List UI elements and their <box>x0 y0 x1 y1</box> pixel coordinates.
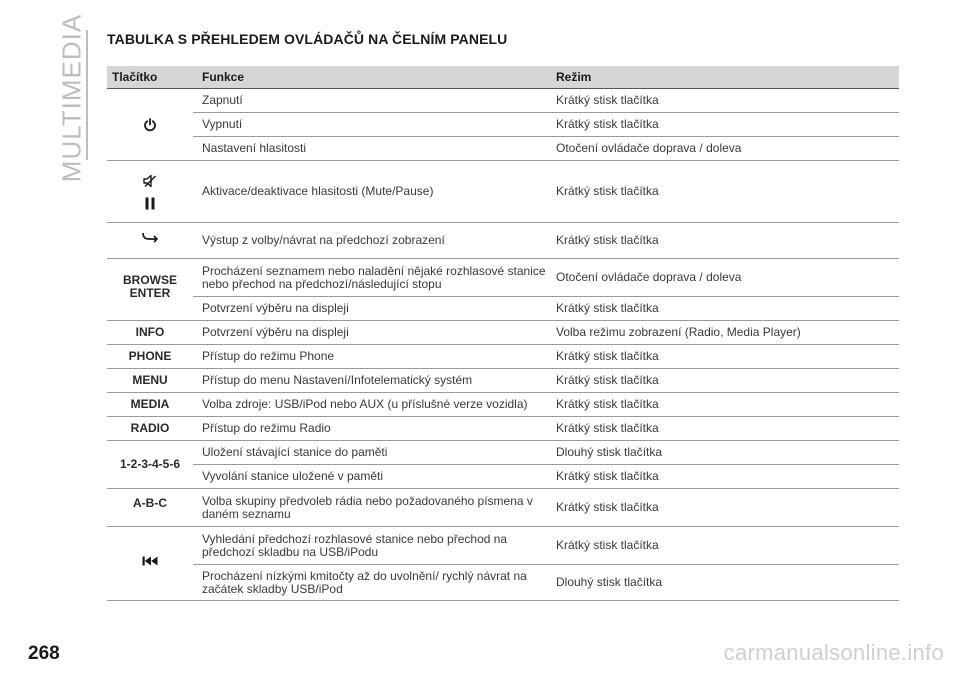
function-cell: Procházení nízkými kmitočty až do uvolnění/ rychlý návrat na začátek skladby USB/iPod <box>193 565 554 601</box>
function-cell: Přístup do režimu Radio <box>193 417 554 441</box>
preset-buttons-label: 1-2-3-4-5-6 <box>107 441 193 489</box>
function-cell: Uložení stávající stanice do paměti <box>193 441 554 465</box>
table-row <box>107 489 899 527</box>
info-button-label: INFO <box>107 321 193 345</box>
header-button: Tlačítko <box>107 66 193 89</box>
function-cell: Přístup do režimu Phone <box>193 345 554 369</box>
table-row <box>107 259 899 297</box>
function-cell: Aktivace/deaktivace hlasitosti (Mute/Pause) <box>193 161 554 223</box>
table-row <box>107 417 899 441</box>
table-row <box>107 393 899 417</box>
browse-enter-button-label: BROWSE ENTER <box>107 259 193 321</box>
table-row <box>107 369 899 393</box>
mode-cell: Volba režimu zobrazení (Radio, Media Player) <box>554 321 899 345</box>
function-cell: Vypnutí <box>193 113 554 137</box>
menu-button-label: MENU <box>107 369 193 393</box>
function-cell: Vyhledání předchozí rozhlasové stanice nebo přechod na předchozí skladbu na USB/iPodu <box>193 527 554 565</box>
pause-icon <box>144 197 156 210</box>
back-arrow-icon <box>140 231 160 243</box>
mode-cell: Otočení ovládače doprava / doleva <box>554 259 899 297</box>
table-row <box>107 297 899 321</box>
controls-table <box>107 66 899 601</box>
table-row <box>107 465 899 489</box>
mute-speaker-icon <box>143 174 157 188</box>
mode-cell: Krátký stisk tlačítka <box>554 417 899 441</box>
mode-cell: Dlouhý stisk tlačítka <box>554 565 899 601</box>
section-side-label: MULTIMEDIA <box>56 13 87 183</box>
media-button-label: MEDIA <box>107 393 193 417</box>
radio-button-label: RADIO <box>107 417 193 441</box>
prev-button-cell <box>107 527 193 601</box>
side-rule <box>86 30 88 160</box>
function-cell: Nastavení hlasitosti <box>193 137 554 161</box>
table-header-row <box>107 66 899 89</box>
function-cell: Přístup do menu Nastavení/Infotelematický systém <box>193 369 554 393</box>
mute-button-cell <box>107 161 193 223</box>
table-row <box>107 161 899 223</box>
mode-cell: Krátký stisk tlačítka <box>554 489 899 527</box>
function-cell: Potvrzení výběru na displeji <box>193 297 554 321</box>
function-cell: Procházení seznamem nebo naladění nějaké rozhlasové stanice nebo přechod na předchozí/následující stopu <box>193 259 554 297</box>
mode-cell: Krátký stisk tlačítka <box>554 393 899 417</box>
power-icon <box>143 118 157 132</box>
page-title: TABULKA S PŘEHLEDEM OVLÁDAČŮ NA ČELNÍM PANELU <box>107 31 508 47</box>
mode-cell: Krátký stisk tlačítka <box>554 113 899 137</box>
mode-cell: Otočení ovládače doprava / doleva <box>554 137 899 161</box>
header-function: Funkce <box>193 66 554 89</box>
mode-cell: Krátký stisk tlačítka <box>554 297 899 321</box>
table-row <box>107 137 899 161</box>
previous-track-icon <box>142 556 158 566</box>
function-cell: Volba zdroje: USB/iPod nebo AUX (u příslušné verze vozidla) <box>193 393 554 417</box>
mode-cell: Krátký stisk tlačítka <box>554 223 899 259</box>
function-cell: Volba skupiny předvoleb rádia nebo požadovaného písmena v daném seznamu <box>193 489 554 527</box>
abc-button-label: A-B-C <box>107 489 193 527</box>
mode-cell: Krátký stisk tlačítka <box>554 161 899 223</box>
table-row <box>107 223 899 259</box>
table-row <box>107 321 899 345</box>
function-cell: Zapnutí <box>193 89 554 113</box>
header-mode: Režim <box>554 66 899 89</box>
table-row <box>107 441 899 465</box>
watermark: carmanualsonline.info <box>723 640 944 665</box>
function-cell: Potvrzení výběru na displeji <box>193 321 554 345</box>
table-row <box>107 565 899 601</box>
phone-button-label: PHONE <box>107 345 193 369</box>
mode-cell: Krátký stisk tlačítka <box>554 527 899 565</box>
table-row <box>107 113 899 137</box>
table-row <box>107 527 899 565</box>
back-button-cell <box>107 223 193 259</box>
table-row <box>107 345 899 369</box>
table-row <box>107 89 899 113</box>
function-cell: Výstup z volby/návrat na předchozí zobrazení <box>193 223 554 259</box>
mode-cell: Krátký stisk tlačítka <box>554 345 899 369</box>
mode-cell: Dlouhý stisk tlačítka <box>554 441 899 465</box>
page-number: 268 <box>28 643 60 664</box>
power-button-cell <box>107 89 193 161</box>
mode-cell: Krátký stisk tlačítka <box>554 369 899 393</box>
function-cell: Vyvolání stanice uložené v paměti <box>193 465 554 489</box>
mode-cell: Krátký stisk tlačítka <box>554 465 899 489</box>
mode-cell: Krátký stisk tlačítka <box>554 89 899 113</box>
